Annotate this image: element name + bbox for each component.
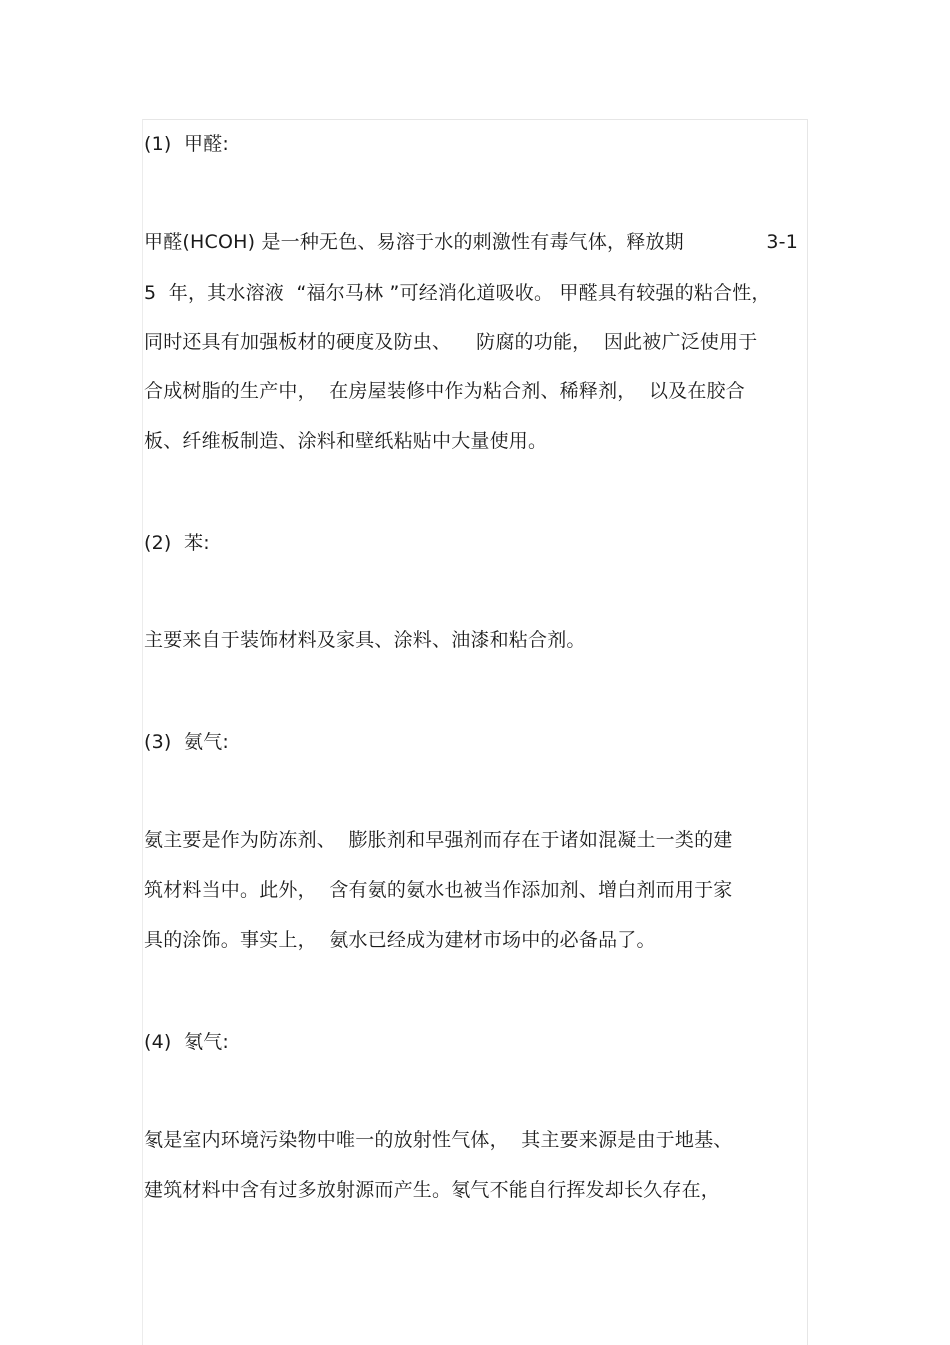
paragraph-line: 合成树脂的生产中， 在房屋装修中作为粘合剂、稀释剂， 以及在胶合 xyxy=(144,380,745,402)
paragraph-line: 5 年，其水溶液 “福尔马林 ”可经消化道吸收。 甲醛具有较强的粘合性， xyxy=(144,282,771,304)
paragraph-line-text: 3-1 xyxy=(766,231,798,253)
paragraph-line: 筑材料当中。此外， 含有氨的氨水也被当作添加剂、增白剂而用于家 xyxy=(144,879,733,901)
paragraph-line: 同时还具有加强板材的硬度及防虫、 防腐的功能， 因此被广泛使用于 xyxy=(144,331,758,353)
paragraph-line xyxy=(144,229,798,255)
section-heading-benzene: (2) 苯: xyxy=(144,532,210,554)
paragraph-line: 建筑材料中含有过多放射源而产生。氡气不能自行挥发却长久存在， xyxy=(144,1179,721,1201)
paragraph-line: 具的涂饰。事实上， 氨水已经成为建材市场中的必备品了。 xyxy=(144,929,656,951)
section-heading-ammonia: (3) 氨气: xyxy=(144,731,229,753)
section-heading-formaldehyde: (1) 甲醛: xyxy=(144,133,229,155)
paragraph-line: 氡是室内环境污染物中唯一的放射性气体， 其主要来源是由于地基、 xyxy=(144,1129,733,1151)
section-heading-radon: (4) 氡气: xyxy=(144,1031,229,1053)
paragraph-line: 氨主要是作为防冻剂、 膨胀剂和早强剂而存在于诸如混凝土一类的建 xyxy=(144,829,733,851)
paragraph-line: 主要来自于装饰材料及家具、涂料、油漆和粘合剂。 xyxy=(144,629,586,651)
paragraph-line-text: 甲醛(HCOH) 是一种无色、易溶于水的刺激性有毒气体，释放期 xyxy=(144,231,684,253)
paragraph-line: 板、纤维板制造、涂料和壁纸粘贴中大量使用。 xyxy=(144,430,548,452)
